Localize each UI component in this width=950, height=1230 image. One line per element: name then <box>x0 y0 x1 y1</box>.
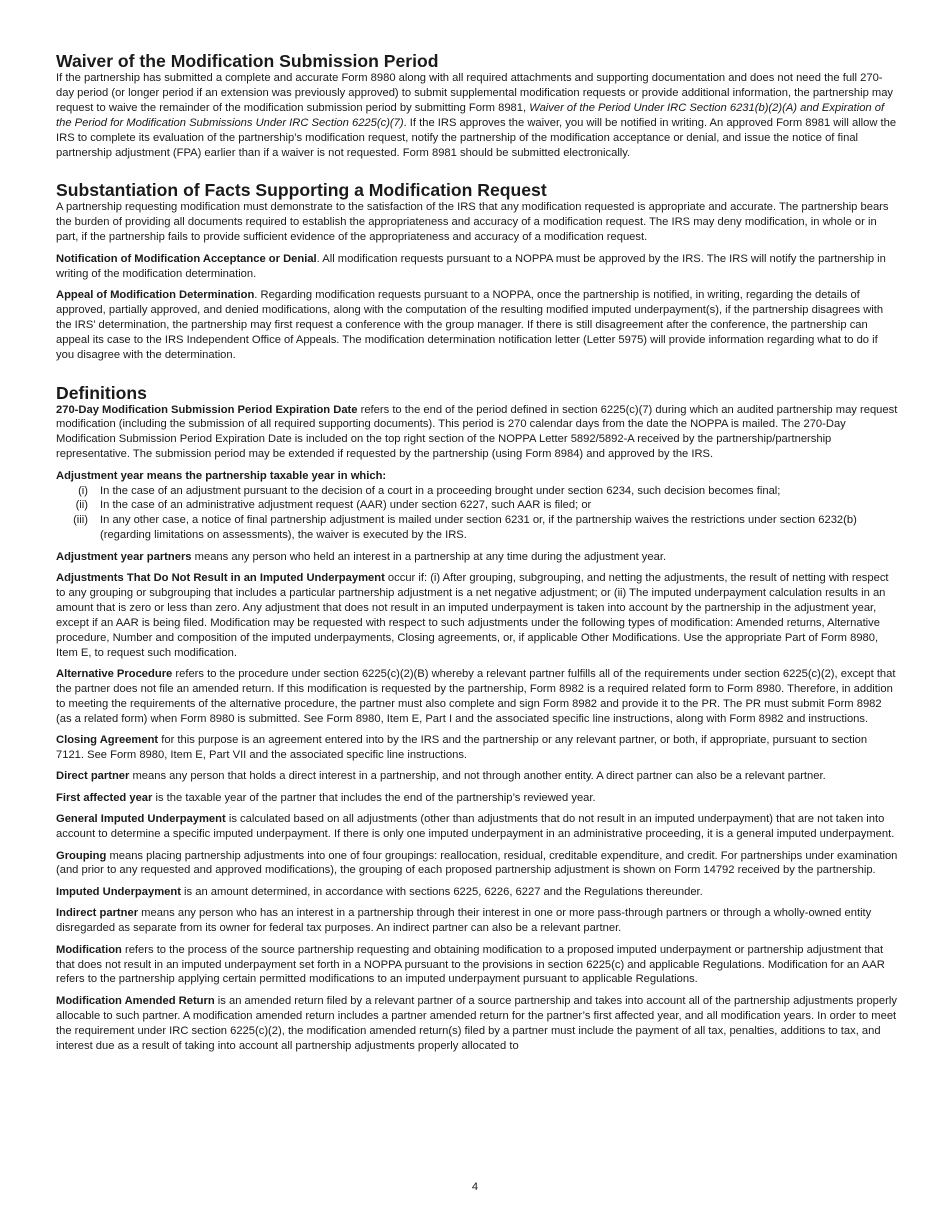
definition-term: Grouping <box>56 849 107 862</box>
notification-term: Notification of Modification Acceptance or Denial <box>56 252 317 265</box>
definition-text: is the taxable year of the partner that includes the end of the partnership’s reviewed year. <box>152 791 596 804</box>
definition-text: refers to the process of the source partnership requesting and obtaining modification to a proposed imputed underpayment or partnership adjustment that that does not result in an imputed underpayment set forth in a NOPPA pursuant to the provisions in section 6225(c) and applicable Regulations. Modification for an AAR refers to the partnership applying certain permitted modifications to an imputed underpayment pursuant to applicable Regulations. <box>56 943 885 986</box>
definition-term: Imputed Underpayment <box>56 885 181 898</box>
definition-indirect-partner <box>56 906 898 936</box>
definition-adjustments-no-iu <box>56 571 898 660</box>
substantiation-paragraph: A partnership requesting modification must demonstrate to the satisfaction of the IRS that any modification requested is appropriate and accurate. The partnership bears the burden of providing all documents required to establish the appropriateness and accuracy of a modification request. The IRS may deny modification, in whole or in part, if the partnership fails to provide sufficient evidence of the appropriateness and accuracy of a modification request. <box>56 201 889 244</box>
definition-modification <box>56 943 898 988</box>
notification-text: . All modification requests pursuant to a NOPPA must be approved by the IRS. The IRS will notify the partnership in writing of the modification determination. <box>56 252 886 280</box>
definition-270-day <box>56 403 898 463</box>
list-item <box>56 513 898 543</box>
definition-term: First affected year <box>56 791 153 804</box>
adjustment-year-list <box>56 484 898 544</box>
definition-text: means any person who has an interest in a partnership through their interest in one or more pass-through partners or through a wholly-owned entity disregarded as separate from its owner for federal tax purposes. An indirect partner can also be a relevant partner. <box>56 907 872 935</box>
definition-text: is calculated based on all adjustments (other than adjustments that do not result in an imputed underpayment) that are not taken into account to determine a specific imputed underpayment. If there is only one imputed underpayment in an administrative proceeding, it is a general imputed underpayment. <box>56 813 895 841</box>
waiver-section <box>56 51 898 160</box>
list-item-number: (i) <box>78 484 88 497</box>
definition-alternative-procedure <box>56 667 898 727</box>
definition-term: Adjustment year partners <box>56 550 192 563</box>
appeal-text: . Regarding modification requests pursuant to a NOPPA, once the partnership is notified, in writing, regarding the details of approved, partially approved, and denied modifications, along with the computation of the resulting modified imputed underpayment(s), if the partnership disagrees with the IRS’ determination, the partnership may first request a conference with the group manager. If there is still disagreement after the conference, the partnership can appeal its case to the IRS Independent Office of Appeals. The modification determination notification letter (Letter 5975) will provide information regarding what to do if you disagree with the determination. <box>56 288 884 361</box>
section-heading-definitions: Definitions <box>56 382 147 403</box>
list-item-text: In any other case, a notice of final partnership adjustment is mailed under section 6231 or, if the partnership waives the restrictions under section 6232(b) (regarding limitations on assessments), the waiver is executed by the IRS. <box>100 514 857 542</box>
form-8981-title: Waiver of the Period Under IRC Section 6231(b)(2)(A) and Expiration of the Period for Modification Submissions Under IRC Section 6225(c)(7) <box>56 101 885 129</box>
definition-term: Adjustments That Do Not Result in an Imputed Underpayment <box>56 572 385 585</box>
definition-term: Closing Agreement <box>56 734 159 747</box>
definition-term: Indirect partner <box>56 907 139 920</box>
definition-text: means any person who held an interest in a partnership at any time during the adjustment year. <box>191 550 667 563</box>
list-item-text: In the case of an adjustment pursuant to the decision of a court in a proceeding brought under section 6234, such decision becomes final; <box>100 484 781 497</box>
waiver-text-cont: . If the IRS approves the waiver, you will be notified in writing. An approved Form 8981 will allow the IRS to complete its evaluation of the partnership’s modification request, notify the partnership of the modification acceptance or denial, and issue the notice of final partnership adjustment (FPA) earlier than if a waiver is not requested. Form 8981 should be submitted electronically. <box>56 116 897 159</box>
definition-text: means any person that holds a direct interest in a partnership, and not through another entity. A direct partner can also be a relevant partner. <box>129 770 826 783</box>
list-item <box>56 484 898 499</box>
list-item-number: (ii) <box>75 499 88 512</box>
definition-grouping <box>56 849 898 879</box>
appeal-term: Appeal of Modification Determination <box>56 288 255 301</box>
section-heading-substantiation: Substantiation of Facts Supporting a Modification Request <box>56 180 547 201</box>
definition-term: Modification <box>56 943 122 956</box>
list-item <box>56 498 898 513</box>
section-heading-waiver: Waiver of the Modification Submission Period <box>56 51 439 71</box>
definition-closing-agreement <box>56 733 898 763</box>
definition-direct-partner <box>56 769 898 784</box>
definition-text: is an amount determined, in accordance with sections 6225, 6226, 6227 and the Regulations thereunder. <box>180 885 703 898</box>
definition-text: occur if: (i) After grouping, subgrouping, and netting the adjustments, the result of netting with respect to any grouping or subgrouping that includes a particular partnership adjustment is a net negative adjustment; or (ii) The imputed underpayment calculation results in an amount that is zero or less than zero. Any adjustment that does not result in an imputed underpayment is taken into account by the partnership in the adjustment year, except if an AAR is being filed. Modification may be requested with respect to such adjustments under the following types of modification: Amended returns, Alternative procedure, Number and composition of the imputed underpayments, Closing agreements, or, if applicable Other Modifications. Use the appropriate Part of Form 8980, Item E, to request such modification. <box>56 572 889 659</box>
definition-text: refers to the procedure under section 6225(c)(2)(B) whereby a relevant partner fulfills all of the requirements under section 6225(c)(2), except that the partner does not file an amended return. If this modification is requested by the partnership, Form 8982 is a required related form to Form 8980. Therefore, in addition to meeting the requirements of the alternative procedure, the partner must also complete and sign Form 8982 and provide it to the PR. The PR must submit Form 8982 (as a related form) when Form 8980 is submitted. See Form 8980, Item E, Part I and the associated specific line instructions, along with Form 8982 and instructions. <box>56 668 896 725</box>
list-item-text: In the case of an administrative adjustment request (AAR) under section 6227, such AAR is filed; or <box>100 499 592 512</box>
document-page <box>56 51 898 1053</box>
definition-adjustment-year <box>56 469 898 484</box>
substantiation-section <box>56 180 898 362</box>
definition-term: Adjustment year means the partnership taxable year in which: <box>56 469 387 482</box>
definition-term: Alternative Procedure <box>56 668 173 680</box>
definitions-section <box>56 383 898 1054</box>
definition-term: 270-Day Modification Submission Period Expiration Date <box>56 403 358 416</box>
definition-modification-amended-return <box>56 994 898 1054</box>
definition-first-affected-year <box>56 791 898 806</box>
notification-paragraph <box>56 252 898 282</box>
definition-term: Direct partner <box>56 770 130 783</box>
waiver-text: If the partnership has submitted a complete and accurate Form 8980 along with all required attachments and supporting documentation and does not need the full 270-day period (or longer period if an extension was previously approved) to submit supplemental modification requests or provide additional information, the partnership may request to waive the remainder of the modification submission period by submitting Form 8981, <box>56 72 894 114</box>
definition-general-iu <box>56 812 898 842</box>
definition-term: Modification Amended Return <box>56 994 215 1007</box>
definition-adjustment-year-partners <box>56 550 898 565</box>
definition-text: for this purpose is an agreement entered into by the IRS and the partnership or any relevant partner, or both, if appropriate, pursuant to section 7121. See Form 8980, Item E, Part VII and the associated specific line instructions. <box>56 734 868 762</box>
waiver-paragraph <box>56 71 898 160</box>
definition-text: is an amended return filed by a relevant partner of a source partnership and takes into account all of the partnership adjustments properly allocable to such partner. A modification amended return includes a partner amended return for the partner’s first affected year, and all modification years. In order to meet the requirement under IRC section 6225(c)(2), the modification amended return(s) filed by a partner must include the payment of all tax, penalties, additions to tax, and interest due as a result of taking into account all partnership adjustments properly allocated to <box>56 994 897 1052</box>
page-number: 4 <box>471 1181 479 1193</box>
definition-text: means placing partnership adjustments into one of four groupings: reallocation, residual, creditable expenditure, and credit. For partnerships under examination (and prior to any requested and approved modifications), the grouping of each proposed partnership adjustment is shown on Form 14792 received by the partnership. <box>56 849 898 877</box>
appeal-paragraph <box>56 288 898 363</box>
definition-imputed-underpayment <box>56 885 898 900</box>
list-item-number: (iii) <box>73 514 88 527</box>
definition-text: refers to the end of the period defined in section 6225(c)(7) during which an audited partnership may request modification (including the submission of all required supporting documents). This period is 270 calendar days from the date the NOPPA is mailed. The 270-Day Modification Submission Period Expiration Date is included on the top right section of the NOPPA Letter 5892/5892-A received by the partnership/partnership representative. The submission period may be extended if requested by the partnership (using Form 8984) and approved by the IRS. <box>56 403 898 461</box>
definition-term: General Imputed Underpayment <box>56 813 226 826</box>
